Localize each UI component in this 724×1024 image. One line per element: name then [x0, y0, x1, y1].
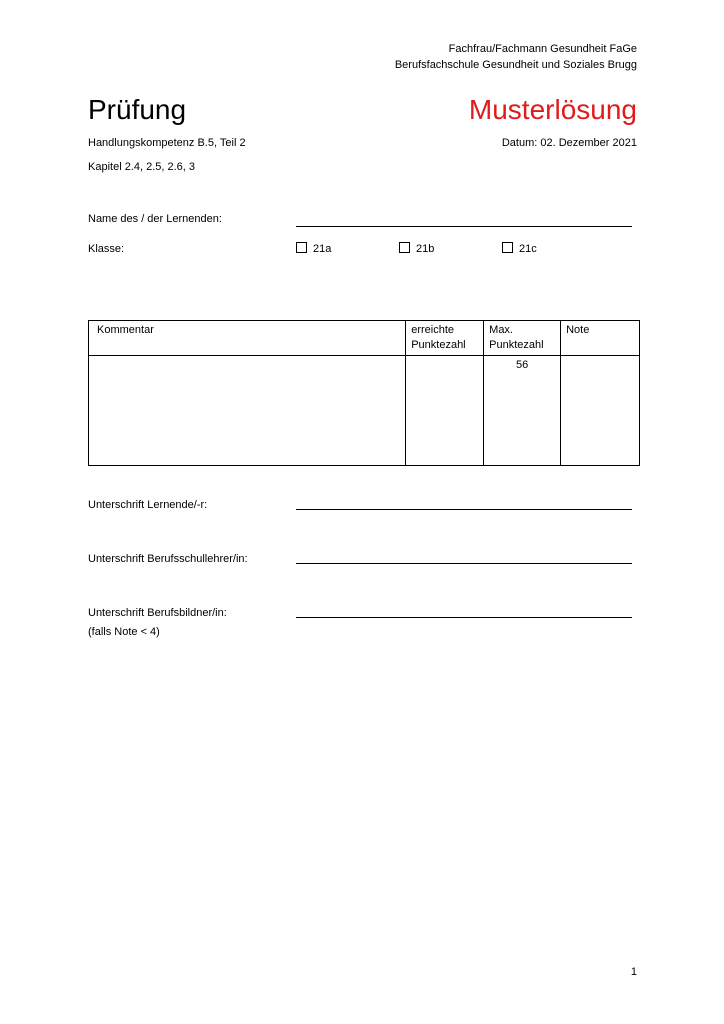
table-row: [89, 356, 640, 466]
school-header: [395, 41, 637, 73]
date: Datum: 02. Dezember 2021: [501, 137, 637, 149]
signature-lernende-label: Unterschrift Lernende/-r:: [88, 499, 208, 511]
name-label: Name des / der Lernenden:: [88, 213, 222, 225]
signature-bildner-note: (falls Note < 4): [88, 626, 160, 638]
checkbox-icon[interactable]: [502, 242, 513, 253]
klasse-option-21b[interactable]: [399, 242, 434, 256]
signature-bildner-label: Unterschrift Berufsbildner/in:: [88, 607, 227, 619]
subtitle: Handlungskompetenz B.5, Teil 2: [88, 137, 246, 149]
header-line-1: Fachfrau/Fachmann Gesundheit FaGe: [448, 43, 637, 55]
klasse-option-21a[interactable]: [296, 242, 331, 256]
max-punktezahl-cell: 56: [484, 356, 561, 466]
klasse-label-21a: 21a: [313, 243, 332, 255]
klasse-label-21c: 21c: [519, 243, 537, 255]
checkbox-icon[interactable]: [399, 242, 410, 253]
klasse-label-21b: 21b: [416, 243, 435, 255]
header-erreichte-punktezahl: erreichte Punktezahl: [406, 321, 484, 356]
klasse-option-21c[interactable]: [502, 242, 537, 256]
klasse-label: Klasse:: [88, 243, 125, 255]
note-cell[interactable]: [561, 356, 640, 466]
checkbox-icon[interactable]: [296, 242, 307, 253]
page-title: Prüfung: [88, 94, 187, 125]
musterloesung-label: Musterlösung: [468, 94, 637, 125]
header-kommentar: Kommentar: [89, 321, 406, 356]
signature-bildner-line[interactable]: [296, 617, 632, 618]
header-line-2: Berufsfachschule Gesundheit und Soziales Brugg: [394, 59, 637, 71]
signature-lehrer-line[interactable]: [296, 563, 632, 564]
header-note: Note: [561, 321, 640, 356]
signature-lernende-line[interactable]: [296, 509, 632, 510]
grade-table: [88, 320, 640, 466]
header-max-punktezahl: Max. Punktezahl: [484, 321, 561, 356]
erreichte-punktezahl-cell[interactable]: [406, 356, 484, 466]
name-line[interactable]: [296, 226, 632, 227]
chapters: Kapitel 2.4, 2.5, 2.6, 3: [88, 161, 196, 173]
signature-lehrer-label: Unterschrift Berufsschullehrer/in:: [88, 553, 248, 565]
table-header-row: [89, 321, 640, 356]
kommentar-cell[interactable]: [89, 356, 406, 466]
page-number: 1: [630, 966, 637, 978]
